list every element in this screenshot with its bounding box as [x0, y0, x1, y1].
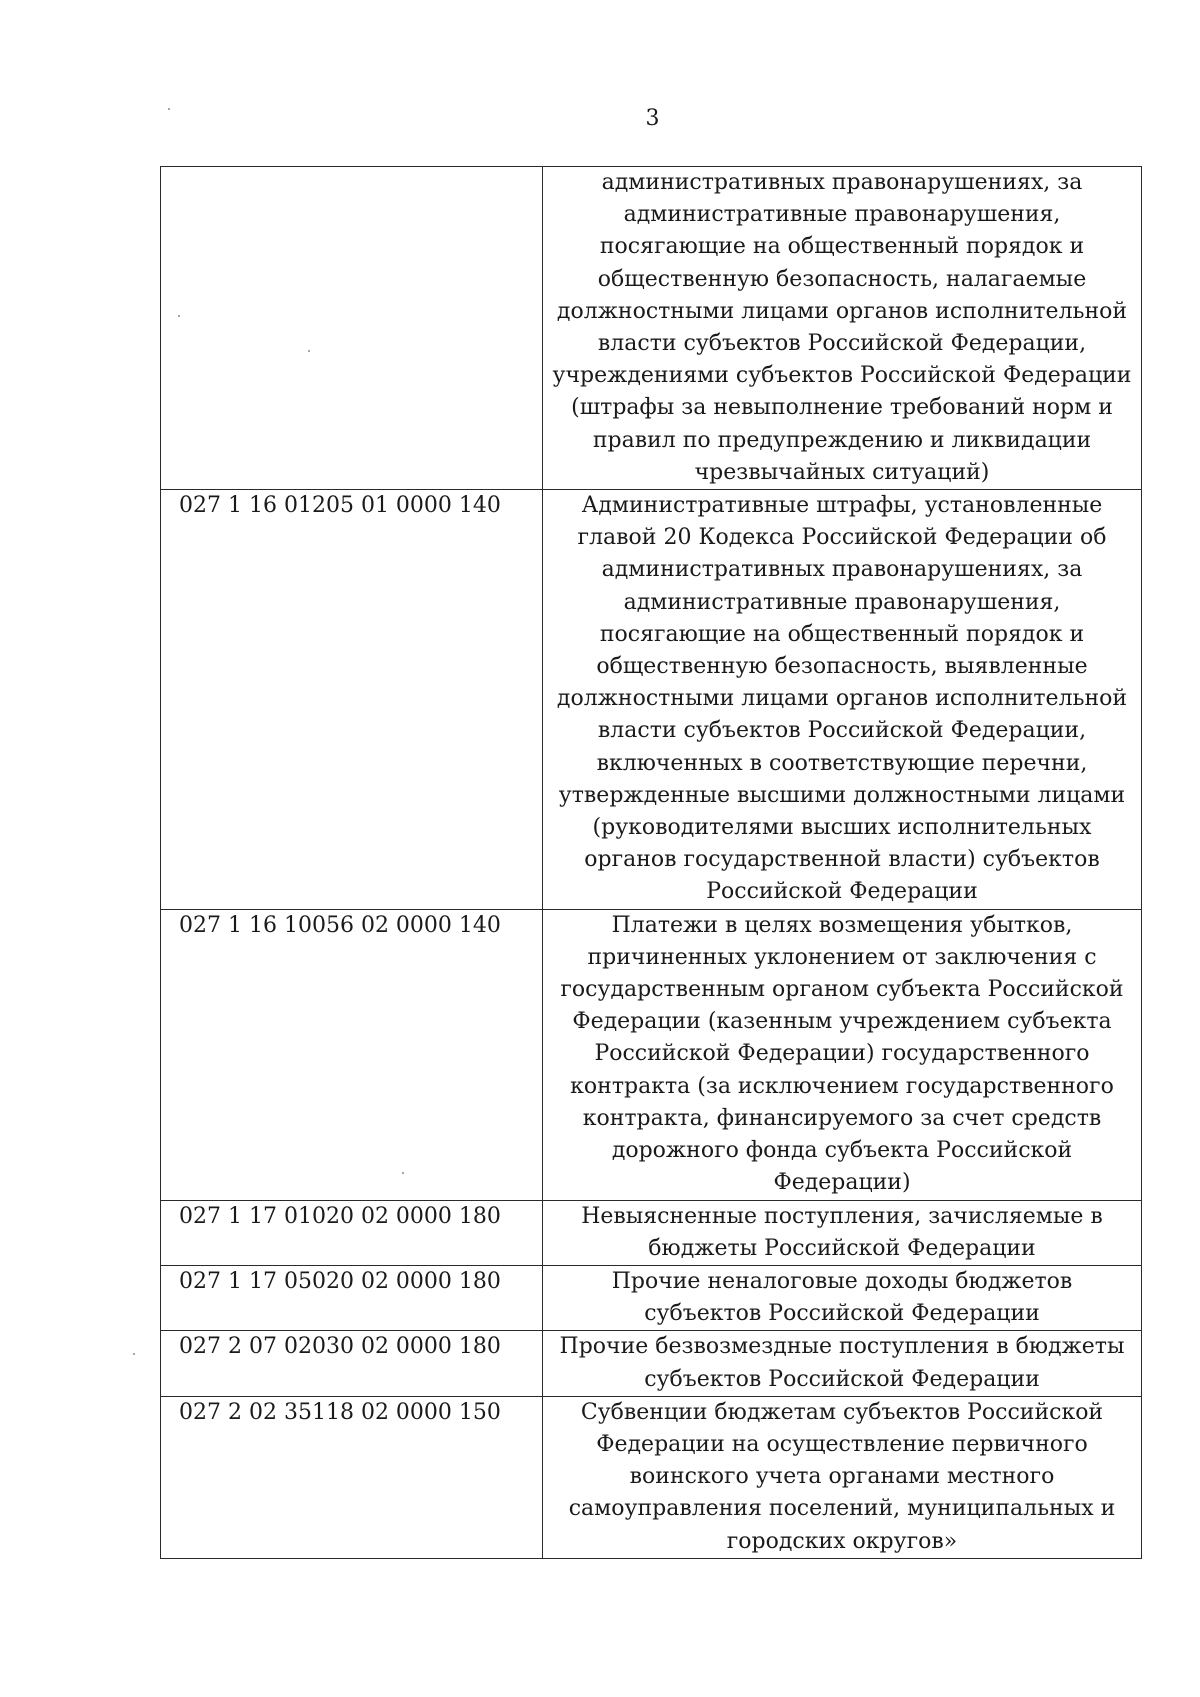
description-line: посягающие на общественный порядок и — [599, 621, 1085, 647]
scan-speck — [308, 350, 310, 352]
scan-speck — [133, 1353, 135, 1355]
budget-code-cell: 027 2 07 02030 02 0000 180 — [161, 1331, 543, 1396]
description-line: органов государственной власти) субъектов — [584, 847, 1100, 873]
budget-codes-table — [160, 166, 1142, 1559]
table-row — [161, 1265, 1142, 1330]
description-line: (руководителями высших исполнительных — [592, 815, 1092, 841]
budget-code-cell — [161, 167, 543, 490]
description-line: субъектов Российской Федерации — [644, 1366, 1040, 1392]
income-description-cell — [543, 1331, 1142, 1396]
income-description-cell — [543, 909, 1142, 1200]
description-line: Федерации) — [773, 1170, 911, 1196]
budget-code-cell: 027 1 16 10056 02 0000 140 — [161, 909, 543, 1200]
budget-code-cell: 027 1 17 05020 02 0000 180 — [161, 1265, 543, 1330]
description-line: посягающие на общественный порядок и — [599, 234, 1085, 260]
description-line: Прочие безвозмездные поступления в бюджеты — [559, 1334, 1125, 1360]
table-row — [161, 1396, 1142, 1558]
description-line: Невыясненные поступления, зачисляемые в — [581, 1203, 1103, 1229]
table-body — [161, 167, 1142, 1559]
description-line: контракта (за исключением государственного — [570, 1073, 1114, 1099]
budget-code-cell: 027 1 17 01020 02 0000 180 — [161, 1200, 543, 1265]
description-line: Федерации (казенным учреждением субъекта — [572, 1009, 1112, 1035]
description-line: главой 20 Кодекса Российской Федерации об — [577, 525, 1107, 551]
description-line: общественную безопасность, налагаемые — [597, 266, 1087, 292]
scan-speck — [178, 315, 180, 317]
description-line: правил по предупреждению и ликвидации — [592, 427, 1092, 453]
description-line: должностными лицами органов исполнительной — [556, 298, 1128, 324]
description-line: бюджеты Российской Федерации — [648, 1235, 1036, 1261]
income-description-cell — [543, 1396, 1142, 1558]
description-line: Прочие неналоговые доходы бюджетов — [611, 1268, 1073, 1294]
description-line: власти субъектов Российской Федерации, — [597, 331, 1087, 357]
description-line: Российской Федерации — [706, 879, 978, 905]
table-row — [161, 1331, 1142, 1396]
description-line: утвержденные высшими должностными лицами — [558, 782, 1126, 808]
scan-speck — [402, 1172, 404, 1174]
scan-speck — [168, 108, 170, 110]
description-line: дорожного фонда субъекта Российской — [611, 1138, 1073, 1164]
description-line: воинского учета органами местного — [629, 1464, 1055, 1490]
description-line: административных правонарушениях, за — [601, 557, 1083, 583]
description-line: Субвенции бюджетам субъектов Российской — [580, 1399, 1104, 1425]
income-description-cell — [543, 1265, 1142, 1330]
table-row — [161, 909, 1142, 1200]
description-line: Федерации на осуществление первичного — [596, 1431, 1088, 1457]
description-line: (штрафы за невыполнение требований норм и — [571, 395, 1113, 421]
description-line: контракта, финансируемого за счет средств — [582, 1105, 1102, 1131]
description-line: административные правонарушения, — [623, 589, 1061, 615]
description-line: городских округов» — [726, 1528, 958, 1554]
table-row — [161, 1200, 1142, 1265]
description-line: административных правонарушениях, за — [601, 170, 1083, 195]
description-line: включенных в соответствующие перечни, — [596, 750, 1088, 776]
description-line: Российской Федерации) государственного — [594, 1041, 1090, 1067]
description-line: самоуправления поселений, муниципальных и — [568, 1496, 1116, 1522]
description-line: административные правонарушения, — [623, 202, 1061, 228]
income-description-cell — [543, 490, 1142, 910]
table-row — [161, 167, 1142, 490]
budget-code-cell: 027 2 02 35118 02 0000 150 — [161, 1396, 543, 1558]
page-number: 3 — [645, 106, 660, 131]
income-description-cell — [543, 1200, 1142, 1265]
budget-code-cell: 027 1 16 01205 01 0000 140 — [161, 490, 543, 910]
description-line: причиненных уклонением от заключения с — [587, 944, 1097, 970]
description-line: государственным органом субъекта Российской — [560, 977, 1124, 1003]
description-line: субъектов Российской Федерации — [644, 1301, 1040, 1327]
description-line: власти субъектов Российской Федерации, — [597, 718, 1087, 744]
description-line: Платежи в целях возмещения убытков, — [611, 912, 1073, 938]
description-line: чрезвычайных ситуаций) — [694, 459, 990, 485]
description-line: учреждениями субъектов Российской Федерации — [552, 363, 1132, 389]
description-line: должностными лицами органов исполнительной — [556, 686, 1128, 712]
table-row — [161, 490, 1142, 910]
description-line: общественную безопасность, выявленные — [596, 654, 1088, 680]
income-description-cell — [543, 167, 1142, 490]
description-line: Административные штрафы, установленные — [581, 493, 1103, 519]
